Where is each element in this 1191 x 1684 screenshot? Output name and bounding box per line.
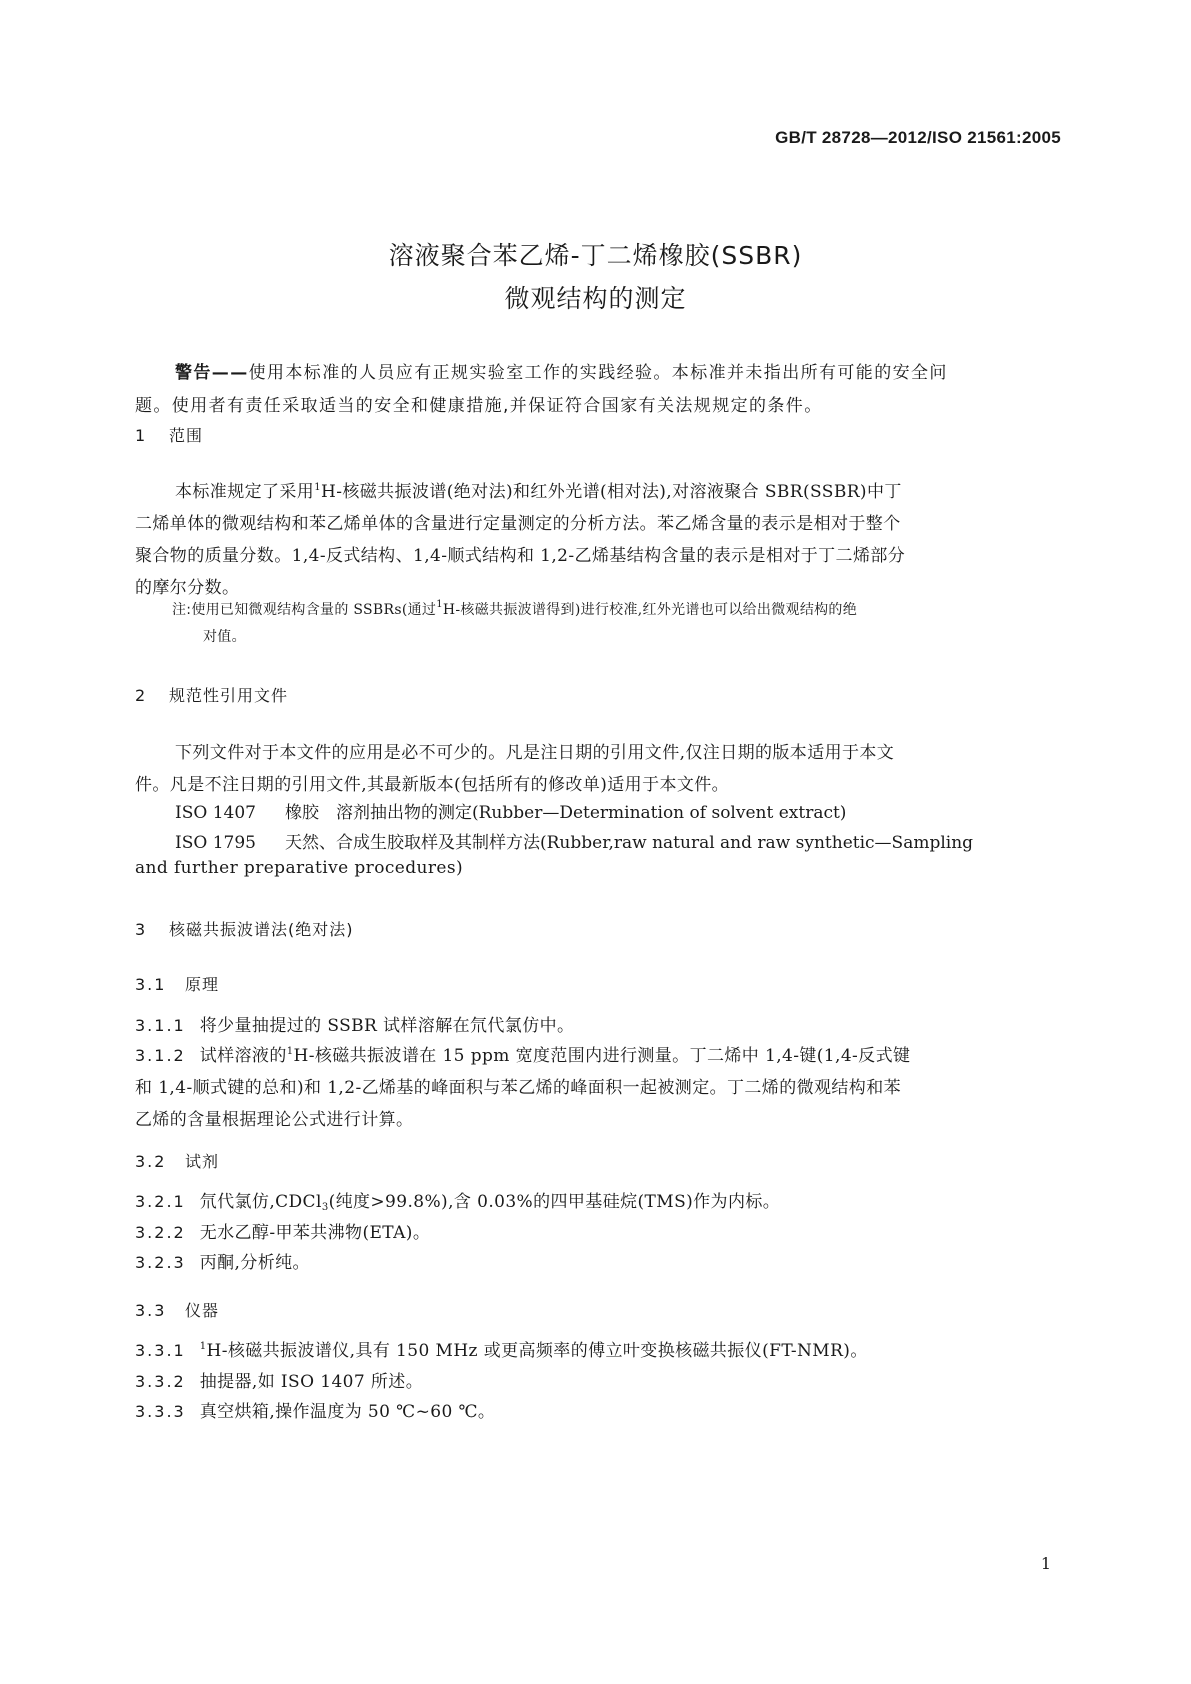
warning-label: 警告—— [175, 363, 249, 383]
section-1-heading [135, 423, 203, 446]
clause-3-2-1 [135, 1186, 1061, 1218]
clause-3-1-2 [135, 1040, 1061, 1136]
scope-note [172, 597, 1062, 651]
superscript: 1 [436, 599, 443, 610]
clause-line3: 乙烯的含量根据理论公式进行计算。 [135, 1110, 414, 1130]
clause-text: 无水乙醇-甲苯共沸物(ETA)。 [199, 1223, 431, 1243]
clause-text: 真空烘箱,操作温度为 50 ℃~60 ℃。 [199, 1402, 496, 1422]
reference-title: 天然、合成生胶取样及其制样方法(Rubber,raw natural and raw synthetic—Sampling [285, 833, 974, 853]
reference-iso-1795 [175, 828, 973, 853]
page-number: 1 [1040, 1554, 1051, 1573]
scope-text-b: H-核磁共振波谱(绝对法)和红外光谱(相对法),对溶液聚合 SBR(SSBR)中丁 [320, 482, 902, 502]
clause-number: 3.1.2 [135, 1046, 186, 1065]
warning-line2: 题。使用者有责任采取适当的安全和健康措施,并保证符合国家有关法规规定的条件。 [135, 396, 823, 416]
clause-text-b: (纯度>99.8%),含 0.03%的四甲基硅烷(TMS)作为内标。 [328, 1192, 781, 1212]
references-intro-line2: 件。凡是不注日期的引用文件,其最新版本(包括所有的修改单)适用于本文件。 [135, 775, 730, 795]
note-label: 注: [172, 602, 192, 618]
clause-number: 3.1.1 [135, 1016, 186, 1035]
section-number: 3 [135, 920, 147, 939]
subsection-number: 3.2 [135, 1152, 167, 1171]
subsection-3-3-heading [135, 1298, 219, 1321]
clause-text: H-核磁共振波谱仪,具有 150 MHz 或更高频率的傅立叶变换核磁共振仪(FT-NMR)。 [206, 1341, 868, 1361]
clause-number: 3.3.1 [135, 1341, 186, 1360]
reference-iso-1795-cont [135, 852, 1061, 884]
scope-line3: 聚合物的质量分数。1,4-反式结构、1,4-顺式结构和 1,2-乙烯基结构含量的表示是相对于丁二烯部分 [135, 546, 906, 566]
clause-line2: 和 1,4-顺式键的总和)和 1,2-乙烯基的峰面积与苯乙烯的峰面积一起被测定。丁二烯的微观结构和苯 [135, 1078, 901, 1098]
clause-3-3-3 [135, 1396, 1061, 1428]
note-line2: 对值。 [203, 629, 246, 645]
section-title: 核磁共振波谱法(绝对法) [169, 920, 354, 939]
note-text-b: H-核磁共振波谱得到)进行校准,红外光谱也可以给出微观结构的绝 [442, 602, 858, 618]
standard-number: GB/T 28728—2012/ISO 21561:2005 [775, 128, 1061, 147]
note-text-a: 使用已知微观结构含量的 SSBRs(通过 [191, 602, 437, 618]
reference-title: 橡胶 溶剂抽出物的测定(Rubber—Determination of solvent extract) [285, 803, 847, 823]
clause-text: 抽提器,如 ISO 1407 所述。 [199, 1372, 424, 1392]
clause-3-2-3 [135, 1247, 1061, 1279]
section-title: 范围 [169, 426, 204, 445]
references-intro [135, 737, 1061, 801]
reference-code: ISO 1795 [175, 833, 256, 853]
scope-paragraph [135, 476, 1061, 604]
section-number: 1 [135, 426, 147, 445]
clause-text: 将少量抽提过的 SSBR 试样溶解在氘代氯仿中。 [199, 1016, 575, 1036]
clause-number: 3.2.2 [135, 1223, 186, 1242]
warning-paragraph [135, 357, 1061, 423]
reference-continuation: and further preparative procedures) [135, 858, 463, 878]
clause-number: 3.2.1 [135, 1192, 186, 1211]
superscript: 1 [199, 1341, 207, 1352]
clause-3-2-2 [135, 1217, 1061, 1249]
subsection-title: 试剂 [185, 1152, 220, 1171]
subsection-title: 原理 [185, 975, 220, 994]
clause-3-1-1 [135, 1010, 1061, 1042]
superscript: 1 [314, 482, 321, 493]
clause-text-a: 氘代氯仿,CDCl [199, 1192, 322, 1212]
subsection-number: 3.1 [135, 975, 167, 994]
document-title-line1: 溶液聚合苯乙烯-丁二烯橡胶(SSBR) [388, 241, 803, 270]
clause-text-b: H-核磁共振波谱在 15 ppm 宽度范围内进行测量。丁二烯中 1,4-键(1,4-反式键 [293, 1046, 911, 1066]
subsection-number: 3.3 [135, 1301, 167, 1320]
subscript: 3 [321, 1202, 329, 1213]
subsection-title: 仪器 [185, 1301, 220, 1320]
clause-number: 3.3.3 [135, 1402, 186, 1421]
superscript: 1 [286, 1046, 294, 1057]
subsection-3-2-heading [135, 1149, 219, 1172]
scope-line2: 二烯单体的微观结构和苯乙烯单体的含量进行定量测定的分析方法。苯乙烯含量的表示是相对于整个 [135, 514, 901, 534]
clause-number: 3.2.3 [135, 1253, 186, 1272]
clause-number: 3.3.2 [135, 1372, 186, 1391]
clause-text-a: 试样溶液的 [199, 1046, 287, 1066]
section-title: 规范性引用文件 [169, 686, 289, 705]
section-2-heading [135, 683, 288, 706]
warning-line1: 使用本标准的人员应有正规实验室工作的实践经验。本标准并未指出所有可能的安全问 [248, 363, 948, 383]
clause-text: 丙酮,分析纯。 [199, 1253, 310, 1273]
scope-text-a: 本标准规定了采用 [175, 482, 315, 502]
section-3-heading [135, 917, 354, 940]
document-title-line2: 微观结构的测定 [504, 284, 687, 313]
reference-code: ISO 1407 [175, 803, 256, 823]
subsection-3-1-heading [135, 972, 219, 995]
section-number: 2 [135, 686, 147, 705]
clause-3-3-1 [135, 1335, 1061, 1367]
reference-iso-1407 [175, 798, 846, 823]
clause-3-3-2 [135, 1366, 1061, 1398]
references-intro-line1: 下列文件对于本文件的应用是必不可少的。凡是注日期的引用文件,仅注日期的版本适用于本文 [175, 743, 895, 763]
scope-line4: 的摩尔分数。 [135, 578, 240, 598]
